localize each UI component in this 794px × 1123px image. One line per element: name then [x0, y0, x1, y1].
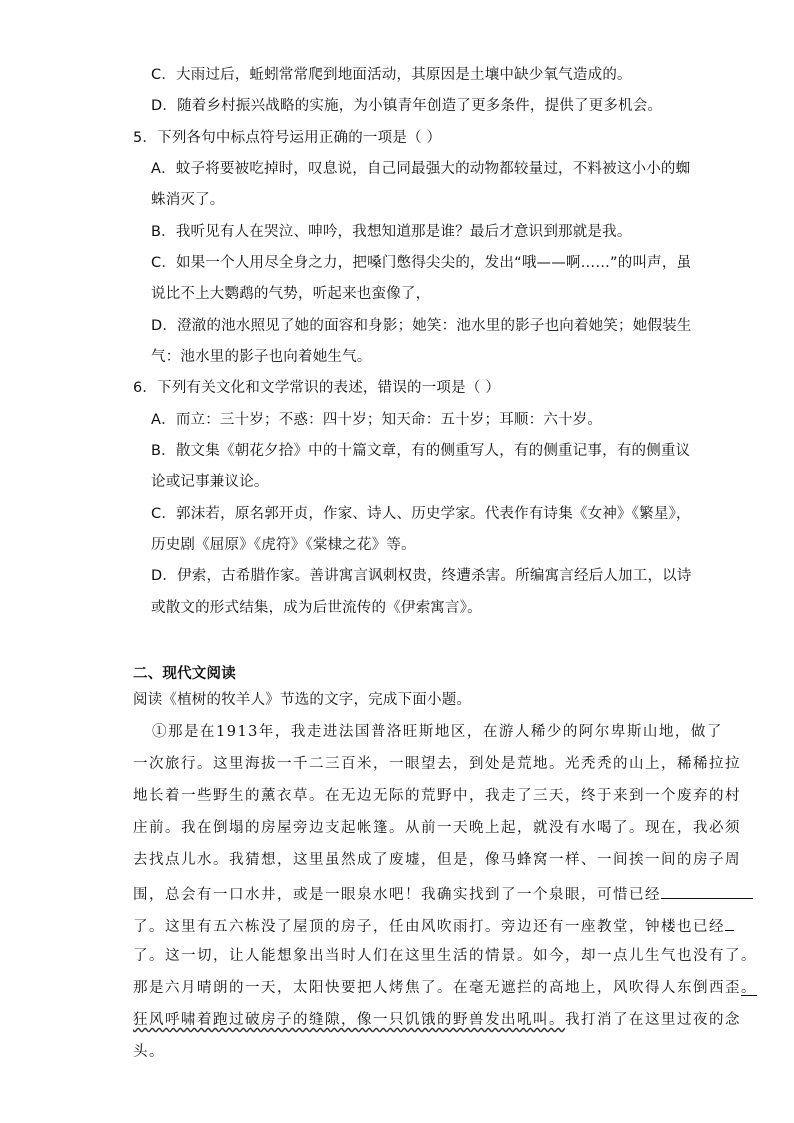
passage-text: 那是六月晴朗的一天，太阳快要把人烤焦了。在毫无遮拦的高地上，风吹得人东倒西歪 — [133, 980, 741, 996]
q5-option-d-line2: 气：池水里的影子也向着她生气。 — [151, 349, 372, 365]
q6-option-b-line2: 论或记事兼议论。 — [151, 474, 269, 490]
q6-option-a: A．而立：三十岁；不惑：四十岁；知天命：五十岁；耳顺：六十岁。 — [151, 412, 603, 428]
q5-option-a-line2: 蛛消灭了。 — [151, 192, 225, 208]
q6-option-d-line1: D．伊索，古希腊作家。善讲寓言讽刺权贵，终遭杀害。所编寓言经后人加工，以诗 — [151, 568, 692, 584]
underlined-sentence-end: 。 — [741, 980, 757, 996]
passage-line: 去找点儿水。我猜想，这里虽然成了废墟，但是，像马蜂窝一样、一间挨一间的房子周 — [133, 852, 741, 868]
q6-option-b-line1: B．散文集《朝花夕拾》中的十篇文章，有的侧重写人，有的侧重记事，有的侧重议 — [151, 443, 691, 459]
passage-line: ①那是在1913年，我走进法国普洛旺斯地区，在游人稀少的阿尔卑斯山地，做了 — [152, 724, 723, 740]
passage-line: 地长着一些野生的薰衣草。在无边无际的荒野中，我走了三天，终于来到一个废弃的村 — [133, 788, 741, 804]
q5-stem: 5．下列各句中标点符号运用正确的一项是（ ） — [133, 130, 442, 146]
q6-option-c-line1: C．郭沫若，原名郭开贞，作家、诗人、历史学家。代表作有诗集《女神》《繁星》， — [151, 506, 691, 522]
reading-prompt: 阅读《植树的牧羊人》节选的文字，完成下面小题。 — [133, 692, 472, 708]
q5-option-a-line1: A．蚊子将要被吃掉时，叹息说，自己同最强大的动物都较量过，不料被这小小的蜘 — [151, 161, 691, 177]
section-heading: 二、现代文阅读 — [133, 666, 236, 682]
passage-line — [133, 914, 734, 937]
passage-line: 头。 — [133, 1044, 165, 1060]
passage-line — [133, 882, 753, 905]
passage-text: 我打消了在这里过夜的念 — [565, 1012, 741, 1028]
passage-text: 了。这里有五六栋没了屋顶的房子，任由风吹雨打。旁边还有一座教堂，钟楼也已经 — [133, 919, 725, 935]
q5-option-c-line2: 说比不上大鹦鹉的气势，听起来也蛮像了， — [151, 286, 431, 302]
q6-stem: 6．下列有关文化和文学常识的表述，错误的一项是（ ） — [133, 380, 501, 396]
q6-option-d-line2: 或散文的形式结集，成为后世流传的《伊索寓言》。 — [151, 600, 482, 616]
passage-line — [133, 1010, 741, 1030]
q5-option-b: B．我听见有人在哭泣、呻吟，我想知道那是谁？最后才意识到那就是我。 — [151, 224, 632, 240]
passage-line — [133, 978, 757, 998]
q4-option-d: D．随着乡村振兴战略的实施，为小镇青年创造了更多条件，提供了更多机会。 — [151, 98, 663, 114]
fill-in-blank-2 — [725, 914, 734, 931]
fill-in-blank-1 — [661, 882, 753, 899]
q5-option-c-line1: C．如果一个人用尽全身之力，把嗓门憋得尖尖的，发出“哦——啊……”的叫声，虽 — [151, 255, 692, 271]
passage-line: 庄前。我在倒塌的房屋旁边支起帐篷。从前一天晚上起，就没有水喝了。现在，我必须 — [133, 820, 741, 836]
q4-option-c: C．大雨过后，蚯蚓常常爬到地面活动，其原因是土壤中缺少氧气造成的。 — [151, 67, 632, 83]
q6-option-c-line2: 历史剧《屈原》《虎符》《棠棣之花》等。 — [151, 537, 416, 553]
passage-line: 一次旅行。这里海拔一千二三百米，一眼望去，到处是荒地。光秃秃的山上，稀稀拉拉 — [133, 756, 741, 772]
passage-line: 了。这一切，让人能想象出当时人们在这里生活的情景。如今，却一点儿生气也没有了。 — [133, 948, 757, 964]
q5-option-d-line1: D．澄澈的池水照见了她的面容和身影；她笑：池水里的影子也向着她笑；她假装生 — [151, 318, 692, 334]
passage-text: 围，总会有一口水井，或是一眼泉水吧！我确实找到了一个泉眼，可惜已经 — [133, 887, 661, 903]
wavy-underlined-sentence: 狂风呼啸着跑过破房子的缝隙，像一只饥饿的野兽发出吼叫。 — [133, 1012, 565, 1028]
